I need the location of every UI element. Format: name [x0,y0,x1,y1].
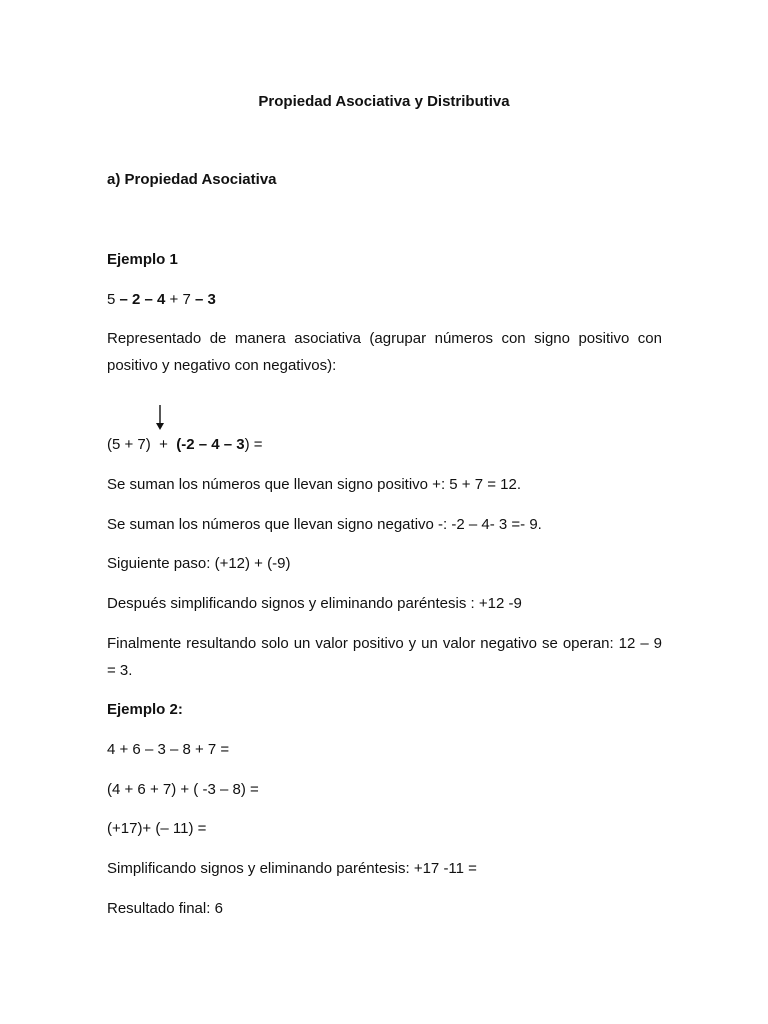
section-heading: a) Propiedad Asociativa [107,171,277,188]
example-1-heading: Ejemplo 1 [107,251,178,268]
document-title: Propiedad Asociativa y Distributiva [258,93,510,110]
expr-part: 5 [107,291,116,308]
example-1-step: Después simplificando signos y eliminando paréntesis : +12 -9 [107,595,522,612]
example-1-grouped [107,431,662,458]
example-1-step: Se suman los números que llevan signo positivo +: 5 + 7 = 12. [107,476,522,493]
example-2-heading: Ejemplo 2: [107,701,183,718]
grouped-part: ) = [244,436,263,453]
example-1-step: Se suman los números que llevan signo negativo -: -2 – 4- 3 =- 9. [107,516,542,533]
expr-part-bold: – 3 [190,291,216,308]
grouped-part: (5 + 7) + [107,436,177,453]
example-2-line: (4 + 6 + 7) + ( -3 – 8) = [107,781,259,798]
grouped-part-bold: (-2 – 4 – 3 [176,436,245,453]
example-2-line: 4 + 6 – 3 – 8 + 7 = [107,741,230,758]
example-1-step: Finalmente resultando solo un valor positivo y un valor negativo se operan: 12 – 9 = 3. [107,635,662,679]
example-1-step: Siguiente paso: (+12) + (-9) [107,555,291,572]
expr-part: + 7 [165,291,191,308]
example-2-result: Resultado final: 6 [107,900,223,917]
down-arrow-icon [153,404,167,432]
example-1-intro: Representado de manera asociativa (agrupar números con signo positivo con positivo y negativo con negativos): [107,330,662,374]
expr-part-bold: – 2 – 4 [115,291,166,308]
example-2-line: (+17)+ (– 11) = [107,820,207,837]
example-1-expression [107,286,662,313]
example-2-line: Simplificando signos y eliminando paréntesis: +17 -11 = [107,860,477,877]
